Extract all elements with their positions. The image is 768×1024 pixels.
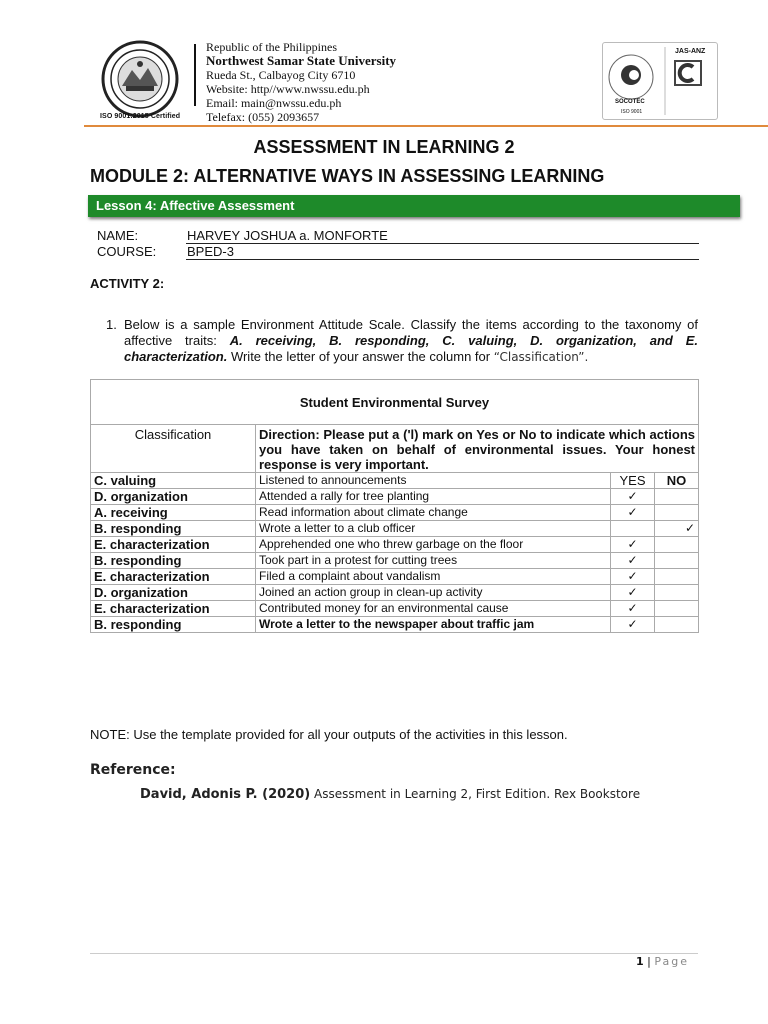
- name-label: NAME:: [97, 228, 139, 243]
- jas-anz-label: JAS-ANZ: [675, 48, 706, 55]
- yes-check[interactable]: ✓: [611, 489, 655, 505]
- university-seal-logo: [96, 40, 184, 118]
- address-line: Rueda St., Calbayog City 6710: [206, 68, 356, 82]
- classification-cell: E. characterization: [91, 537, 256, 553]
- table-row: [91, 537, 699, 553]
- no-header: NO: [655, 473, 699, 489]
- website-line: Website: http//www.nwssu.edu.ph: [206, 82, 370, 96]
- action-cell: Read information about climate change: [256, 505, 611, 521]
- instruction-part2: Write the letter of your answer the column for: [227, 349, 494, 364]
- table-row: [91, 553, 699, 569]
- no-check[interactable]: ✓: [655, 521, 699, 537]
- taxonomy-list: A. receiving, B. responding, C. valuing, D. organization, and E. characterization.: [124, 333, 698, 364]
- instruction-part1: Below is a sample Environment Attitude Scale. Classify the items according to the taxonomy of affective traits:: [124, 317, 698, 348]
- yes-header: YES: [611, 473, 655, 489]
- address-line: Republic of the Philippines: [206, 40, 337, 54]
- table-row: [91, 569, 699, 585]
- university-address: [206, 40, 396, 124]
- classification-cell: A. receiving: [91, 505, 256, 521]
- classification-header: Classification: [91, 425, 256, 473]
- iso-label: ISO 9001: [621, 109, 643, 115]
- email-line: Email: main@nwssu.edu.ph: [206, 96, 342, 110]
- no-check[interactable]: [655, 489, 699, 505]
- action-cell: Filed a complaint about vandalism: [256, 569, 611, 585]
- table-row: [91, 617, 699, 633]
- yes-check[interactable]: ✓: [611, 553, 655, 569]
- header-rule: [84, 125, 768, 127]
- no-check[interactable]: [655, 569, 699, 585]
- instruction-text: [124, 317, 698, 365]
- socotec-label: SOCOTEC: [615, 99, 645, 105]
- footer-rule: [90, 953, 698, 954]
- action-cell: Contributed money for an environmental cause: [256, 601, 611, 617]
- classification-cell: D. organization: [91, 585, 256, 601]
- table-row: [91, 521, 699, 537]
- iso-certified-label: ISO 9001:2015 Certified: [100, 113, 181, 120]
- no-check[interactable]: [655, 537, 699, 553]
- action-cell: Listened to announcements: [256, 473, 611, 489]
- action-cell: Wrote a letter to a club officer: [256, 521, 611, 537]
- university-name: Northwest Samar State University: [206, 53, 397, 68]
- citation: [140, 787, 640, 802]
- classification-cell: C. valuing: [91, 473, 256, 489]
- no-check[interactable]: [655, 617, 699, 633]
- page-word: Page: [654, 955, 689, 968]
- lesson-title: Lesson 4: Affective Assessment: [96, 198, 295, 213]
- direction-text: Direction: Please put a ('l) mark on Yes or No to indicate which actions you have taken on behalf of environmental issues. Your honest response is very important.: [256, 425, 699, 473]
- table-row: [91, 505, 699, 521]
- table-row: [91, 585, 699, 601]
- document-title: ASSESSMENT IN LEARNING 2: [253, 137, 515, 157]
- yes-check[interactable]: ✓: [611, 569, 655, 585]
- page-separator: |: [643, 955, 655, 968]
- reference-heading: Reference:: [90, 762, 176, 778]
- no-check[interactable]: [655, 601, 699, 617]
- yes-check[interactable]: ✓: [611, 617, 655, 633]
- yes-check[interactable]: ✓: [611, 585, 655, 601]
- yes-check[interactable]: [611, 521, 655, 537]
- activity-heading: ACTIVITY 2:: [90, 276, 165, 291]
- table-row: [91, 473, 699, 489]
- citation-author: David, Adonis P. (2020): [140, 787, 311, 802]
- no-check[interactable]: [655, 553, 699, 569]
- yes-check[interactable]: ✓: [611, 537, 655, 553]
- course-field: BPED-3: [186, 244, 699, 260]
- yes-check[interactable]: ✓: [611, 601, 655, 617]
- action-cell: Apprehended one who threw garbage on the floor: [256, 537, 611, 553]
- certification-logos: [602, 42, 718, 120]
- page-number: [636, 955, 689, 968]
- yes-check[interactable]: ✓: [611, 505, 655, 521]
- classification-cell: E. characterization: [91, 601, 256, 617]
- action-cell: Took part in a protest for cutting trees: [256, 553, 611, 569]
- instruction-number: 1.: [106, 317, 117, 332]
- telefax-line: Telefax: (055) 2093657: [206, 110, 320, 124]
- citation-title: Assessment in Learning 2, First Edition. Rex Bookstore: [310, 787, 641, 801]
- classification-cell: B. responding: [91, 553, 256, 569]
- no-check[interactable]: [655, 585, 699, 601]
- no-check[interactable]: [655, 505, 699, 521]
- action-cell: Attended a rally for tree planting: [256, 489, 611, 505]
- note-text: NOTE: Use the template provided for all your outputs of the activities in this lesson.: [90, 727, 568, 742]
- course-label: COURSE:: [97, 244, 157, 259]
- classification-cell: E. characterization: [91, 569, 256, 585]
- lesson-banner: [88, 195, 740, 217]
- classification-cell: D. organization: [91, 489, 256, 505]
- survey-title: Student Environmental Survey: [91, 380, 699, 425]
- environment-survey-table: [90, 379, 699, 633]
- action-cell: Joined an action group in clean-up activity: [256, 585, 611, 601]
- name-field: HARVEY JOSHUA a. MONFORTE: [186, 228, 699, 244]
- classification-cell: B. responding: [91, 521, 256, 537]
- page-number-value: 1: [636, 955, 644, 968]
- classification-quote: “Classification”.: [493, 350, 589, 364]
- table-row: [91, 489, 699, 505]
- table-row: [91, 601, 699, 617]
- module-title: MODULE 2: ALTERNATIVE WAYS IN ASSESSING LEARNING: [90, 166, 605, 186]
- header-divider: [194, 44, 196, 106]
- classification-cell: B. responding: [91, 617, 256, 633]
- action-cell: Wrote a letter to the newspaper about traffic jam: [256, 617, 611, 633]
